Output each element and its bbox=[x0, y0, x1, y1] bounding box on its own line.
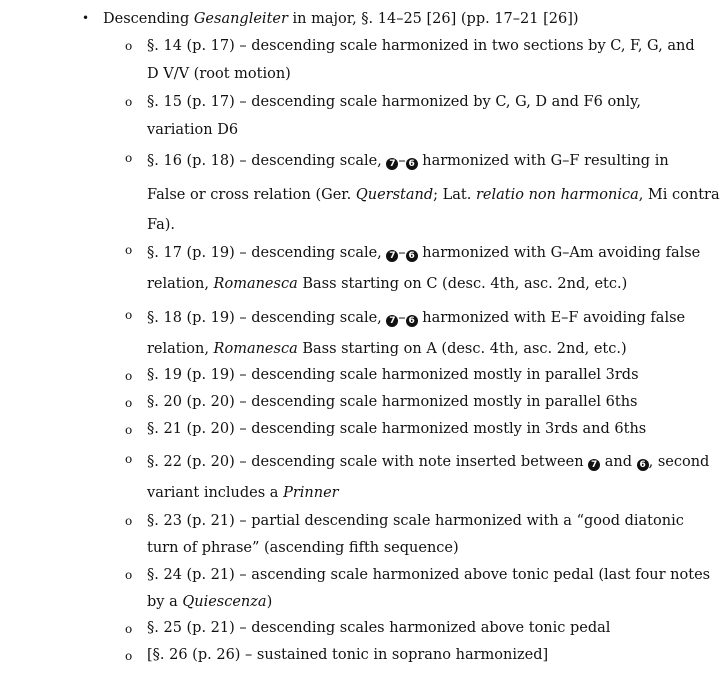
item-line: §. 25 (p. 21) – descending scales harmonized above tonic pedal bbox=[147, 620, 611, 636]
item-line: §. 19 (p. 19) – descending scale harmonized mostly in parallel 3rds bbox=[147, 367, 639, 383]
circled-digit-icon: 7 bbox=[386, 250, 398, 262]
circled-digit-icon: 6 bbox=[406, 315, 418, 327]
item-line: §. 15 (p. 17) – descending scale harmonized by C, G, D and F6 only, bbox=[147, 94, 642, 110]
item-line: variation D6 bbox=[147, 122, 239, 138]
circle-bullet-icon: o bbox=[125, 95, 133, 109]
bullet-icon: • bbox=[82, 11, 90, 25]
item-line: relation, Romanesca Bass starting on A (desc. 4th, asc. 2nd, etc.) bbox=[147, 341, 627, 357]
item-line: §. 17 (p. 19) – descending scale, 7 – 6 harmonized with G–Am avoiding false bbox=[147, 245, 701, 261]
circle-bullet-icon: o bbox=[125, 396, 133, 410]
circle-bullet-icon: o bbox=[125, 423, 133, 437]
item-line: turn of phrase” (ascending fifth sequence) bbox=[147, 540, 459, 556]
circled-digit-icon: 6 bbox=[406, 250, 418, 262]
circle-bullet-icon: o bbox=[125, 514, 133, 528]
top-item-text: Descending Gesangleiter in major, §. 14–25 [26] (pp. 17–21 [26]) bbox=[103, 11, 579, 27]
item-line: D V/V (root motion) bbox=[147, 66, 291, 82]
item-line: variant includes a Prinner bbox=[147, 485, 339, 501]
circle-bullet-icon: o bbox=[125, 151, 133, 165]
circle-bullet-icon: o bbox=[125, 243, 133, 257]
item-line: Fa). bbox=[147, 217, 175, 233]
circle-bullet-icon: o bbox=[125, 568, 133, 582]
item-line: [§. 26 (p. 26) – sustained tonic in soprano harmonized] bbox=[147, 647, 549, 663]
circled-digit-icon: 6 bbox=[406, 158, 418, 170]
circle-bullet-icon: o bbox=[125, 369, 133, 383]
item-line: §. 23 (p. 21) – partial descending scale harmonized with a “good diatonic bbox=[147, 513, 684, 529]
circle-bullet-icon: o bbox=[125, 649, 133, 663]
item-line: §. 14 (p. 17) – descending scale harmonized in two sections by C, F, G, and bbox=[147, 38, 695, 54]
item-line: §. 18 (p. 19) – descending scale, 7 – 6 harmonized with E–F avoiding false bbox=[147, 310, 686, 326]
circle-bullet-icon: o bbox=[125, 308, 133, 322]
item-line: §. 16 (p. 18) – descending scale, 7 – 6 harmonized with G–F resulting in bbox=[147, 153, 669, 169]
item-line: §. 24 (p. 21) – ascending scale harmonized above tonic pedal (last four notes bbox=[147, 567, 711, 583]
item-line: §. 21 (p. 20) – descending scale harmonized mostly in 3rds and 6ths bbox=[147, 421, 647, 437]
circle-bullet-icon: o bbox=[125, 39, 133, 53]
item-line: relation, Romanesca Bass starting on C (desc. 4th, asc. 2nd, etc.) bbox=[147, 276, 628, 292]
item-line: False or cross relation (Ger. Querstand; Lat. relatio non harmonica, Mi contra bbox=[147, 187, 720, 203]
circled-digit-icon: 6 bbox=[637, 459, 649, 471]
circled-digit-icon: 7 bbox=[386, 158, 398, 170]
circled-digit-icon: 7 bbox=[588, 459, 600, 471]
item-line: §. 22 (p. 20) – descending scale with note inserted between 7 and 6 , second bbox=[147, 454, 710, 470]
circled-digit-icon: 7 bbox=[386, 315, 398, 327]
item-line: by a Quiescenza) bbox=[147, 594, 273, 610]
item-line: §. 20 (p. 20) – descending scale harmonized mostly in parallel 6ths bbox=[147, 394, 638, 410]
circle-bullet-icon: o bbox=[125, 622, 133, 636]
circle-bullet-icon: o bbox=[125, 452, 133, 466]
